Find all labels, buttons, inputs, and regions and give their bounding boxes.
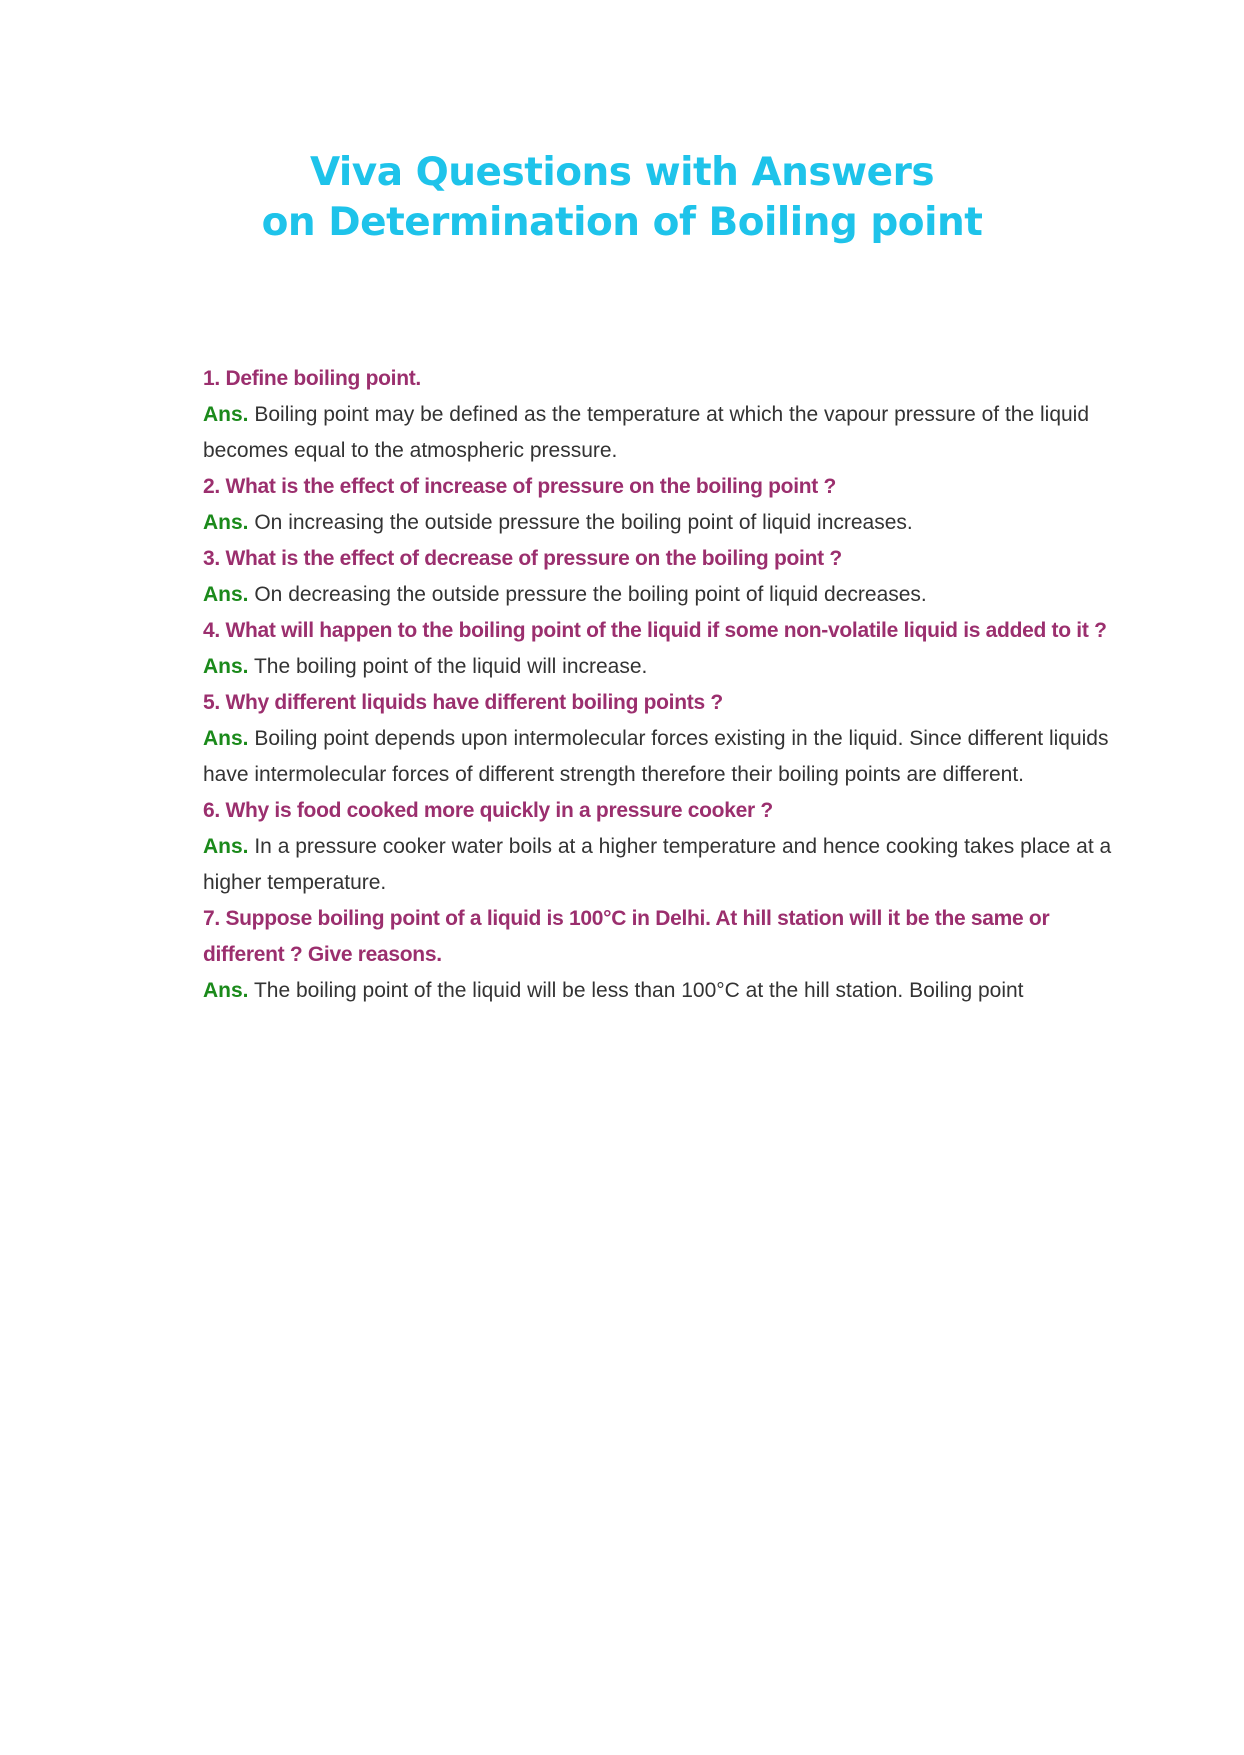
answer-text-5: Boiling point depends upon intermolecular forces existing in the liquid. Since different liquids have intermolecular forces of different strength therefore their boiling points are different. [203,727,1109,786]
question-5: 5. Why different liquids have different boiling points ? [203,691,723,714]
answer-3 [203,577,1133,613]
answer-7 [203,973,1133,1009]
ans-label: Ans. [203,727,249,750]
answer-5 [203,721,1133,793]
title-line-2: on Determination of Boiling point [261,200,983,245]
qa-item-4 [203,613,1133,685]
qa-item-1 [203,361,1133,469]
ans-label: Ans. [203,979,249,1002]
title-line-1: Viva Questions with Answers [309,150,935,195]
answer-text-7: The boiling point of the liquid will be less than 100°C at the hill station. Boiling point [248,979,1024,1002]
question-2: 2. What is the effect of increase of pressure on the boiling point ? [203,475,837,498]
page-title [0,148,1244,248]
answer-4 [203,649,1133,685]
question-6: 6. Why is food cooked more quickly in a pressure cooker ? [203,799,773,822]
question-1: 1. Define boiling point. [203,367,421,390]
question-4: 4. What will happen to the boiling point of the liquid if some non-volatile liquid is added to it ? [203,619,1107,642]
ans-label: Ans. [203,835,249,858]
answer-6 [203,829,1133,901]
ans-label: Ans. [203,403,249,426]
ans-label: Ans. [203,583,249,606]
question-7: 7. Suppose boiling point of a liquid is 100°C in Delhi. At hill station will it be the same or different ? Give reasons. [203,907,1050,966]
qa-item-2 [203,469,1133,541]
qa-list [203,361,1133,1009]
answer-text-6: In a pressure cooker water boils at a higher temperature and hence cooking takes place at a higher temperature. [203,835,1112,894]
ans-label: Ans. [203,511,249,534]
qa-item-7 [203,901,1133,1009]
answer-text-2: On increasing the outside pressure the boiling point of liquid increases. [248,511,913,534]
qa-item-3 [203,541,1133,613]
qa-item-6 [203,793,1133,901]
answer-text-3: On decreasing the outside pressure the boiling point of liquid decreases. [248,583,927,606]
answer-text-4: The boiling point of the liquid will increase. [248,655,648,678]
answer-1 [203,397,1133,469]
ans-label: Ans. [203,655,249,678]
question-3: 3. What is the effect of decrease of pressure on the boiling point ? [203,547,842,570]
answer-2 [203,505,1133,541]
answer-text-1: Boiling point may be defined as the temperature at which the vapour pressure of the liquid becomes equal to the atmospheric pressure. [203,403,1090,462]
qa-item-5 [203,685,1133,793]
